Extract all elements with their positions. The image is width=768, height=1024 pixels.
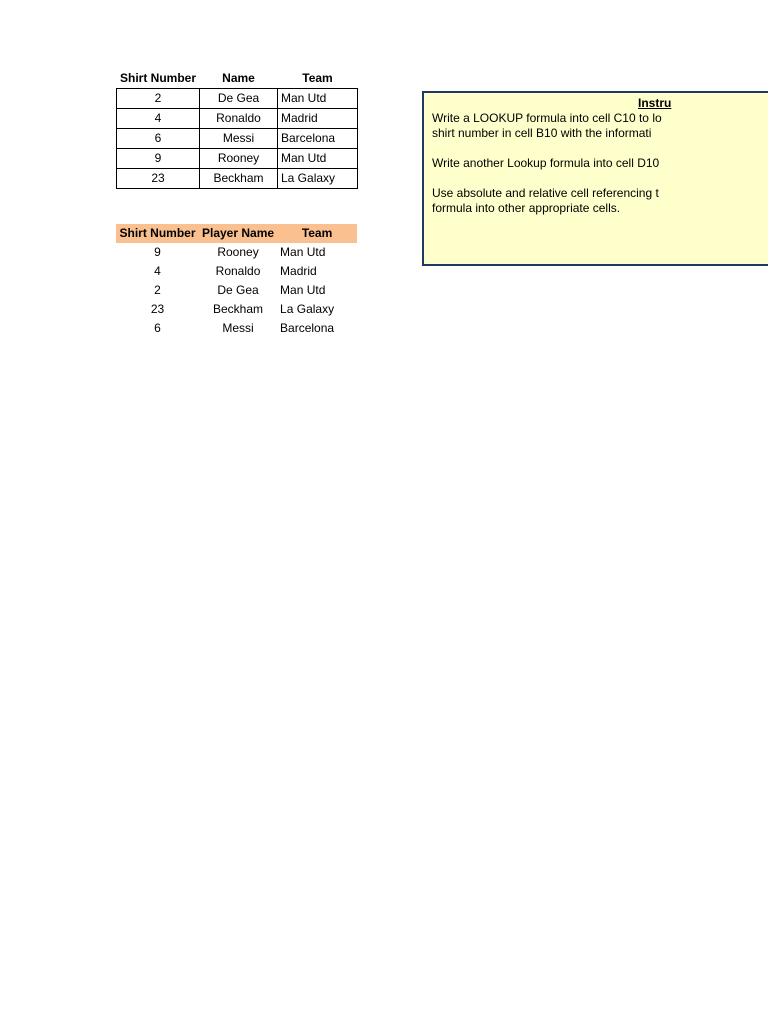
instruction-line: shirt number in cell B10 with the informati — [432, 126, 652, 140]
cell-name[interactable]: De Gea — [200, 89, 278, 109]
result-table-header-row — [116, 224, 357, 243]
cell-name[interactable]: Messi — [200, 129, 278, 149]
cell-shirt-number[interactable]: 9 — [154, 245, 161, 259]
table-row — [117, 89, 358, 109]
cell-shirt-number[interactable]: 6 — [117, 129, 200, 149]
lookup-table — [116, 69, 358, 189]
header-team[interactable]: Team — [302, 71, 333, 85]
result-table — [116, 224, 357, 338]
cell-team[interactable]: Man Utd — [278, 89, 358, 109]
table-row — [117, 129, 358, 149]
table-row — [116, 300, 357, 319]
cell-team[interactable]: La Galaxy — [278, 169, 358, 189]
cell-player-name[interactable]: Rooney — [217, 245, 259, 259]
instruction-line: Write a LOOKUP formula into cell C10 to lo — [432, 111, 662, 125]
table-row — [117, 149, 358, 169]
cell-team[interactable]: Barcelona — [280, 321, 335, 335]
header-name[interactable]: Name — [222, 71, 255, 85]
cell-name[interactable]: Ronaldo — [200, 109, 278, 129]
cell-player-name[interactable]: De Gea — [217, 283, 259, 297]
cell-team[interactable]: Man Utd — [280, 283, 326, 297]
header-team[interactable]: Team — [277, 224, 357, 243]
cell-player-name[interactable]: Messi — [222, 321, 254, 335]
table-row — [117, 169, 358, 189]
cell-shirt-number[interactable]: 23 — [117, 169, 200, 189]
table-row — [117, 109, 358, 129]
lookup-table-header-row — [117, 69, 358, 89]
cell-team[interactable]: Madrid — [280, 264, 317, 278]
cell-team[interactable]: Madrid — [278, 109, 358, 129]
table-row — [116, 319, 357, 338]
header-shirt-number[interactable]: Shirt Number — [119, 71, 196, 85]
cell-team[interactable]: Barcelona — [278, 129, 358, 149]
instruction-line: formula into other appropriate cells. — [432, 201, 621, 215]
cell-team[interactable]: Man Utd — [278, 149, 358, 169]
cell-shirt-number[interactable]: 4 — [117, 109, 200, 129]
header-shirt-number[interactable]: Shirt Number — [116, 224, 199, 243]
cell-name[interactable]: Rooney — [200, 149, 278, 169]
instructions-title: Instru — [638, 96, 672, 110]
cell-player-name[interactable]: Ronaldo — [215, 264, 261, 278]
cell-team[interactable]: La Galaxy — [280, 302, 335, 316]
header-player-name[interactable]: Player Name — [199, 224, 277, 243]
table-row — [116, 281, 357, 300]
cell-shirt-number[interactable]: 2 — [154, 283, 161, 297]
cell-shirt-number[interactable]: 4 — [154, 264, 161, 278]
cell-shirt-number[interactable]: 9 — [117, 149, 200, 169]
instructions-textbox[interactable] — [422, 91, 768, 266]
cell-shirt-number[interactable]: 2 — [117, 89, 200, 109]
cell-shirt-number[interactable]: 23 — [150, 302, 165, 316]
cell-team[interactable]: Man Utd — [280, 245, 326, 259]
cell-name[interactable]: Beckham — [200, 169, 278, 189]
table-row — [116, 243, 357, 262]
cell-shirt-number[interactable]: 6 — [154, 321, 161, 335]
instruction-line: Write another Lookup formula into cell D10 — [432, 156, 660, 170]
instruction-line: Use absolute and relative cell referencing t — [432, 186, 659, 200]
cell-player-name[interactable]: Beckham — [213, 302, 264, 316]
table-row — [116, 262, 357, 281]
